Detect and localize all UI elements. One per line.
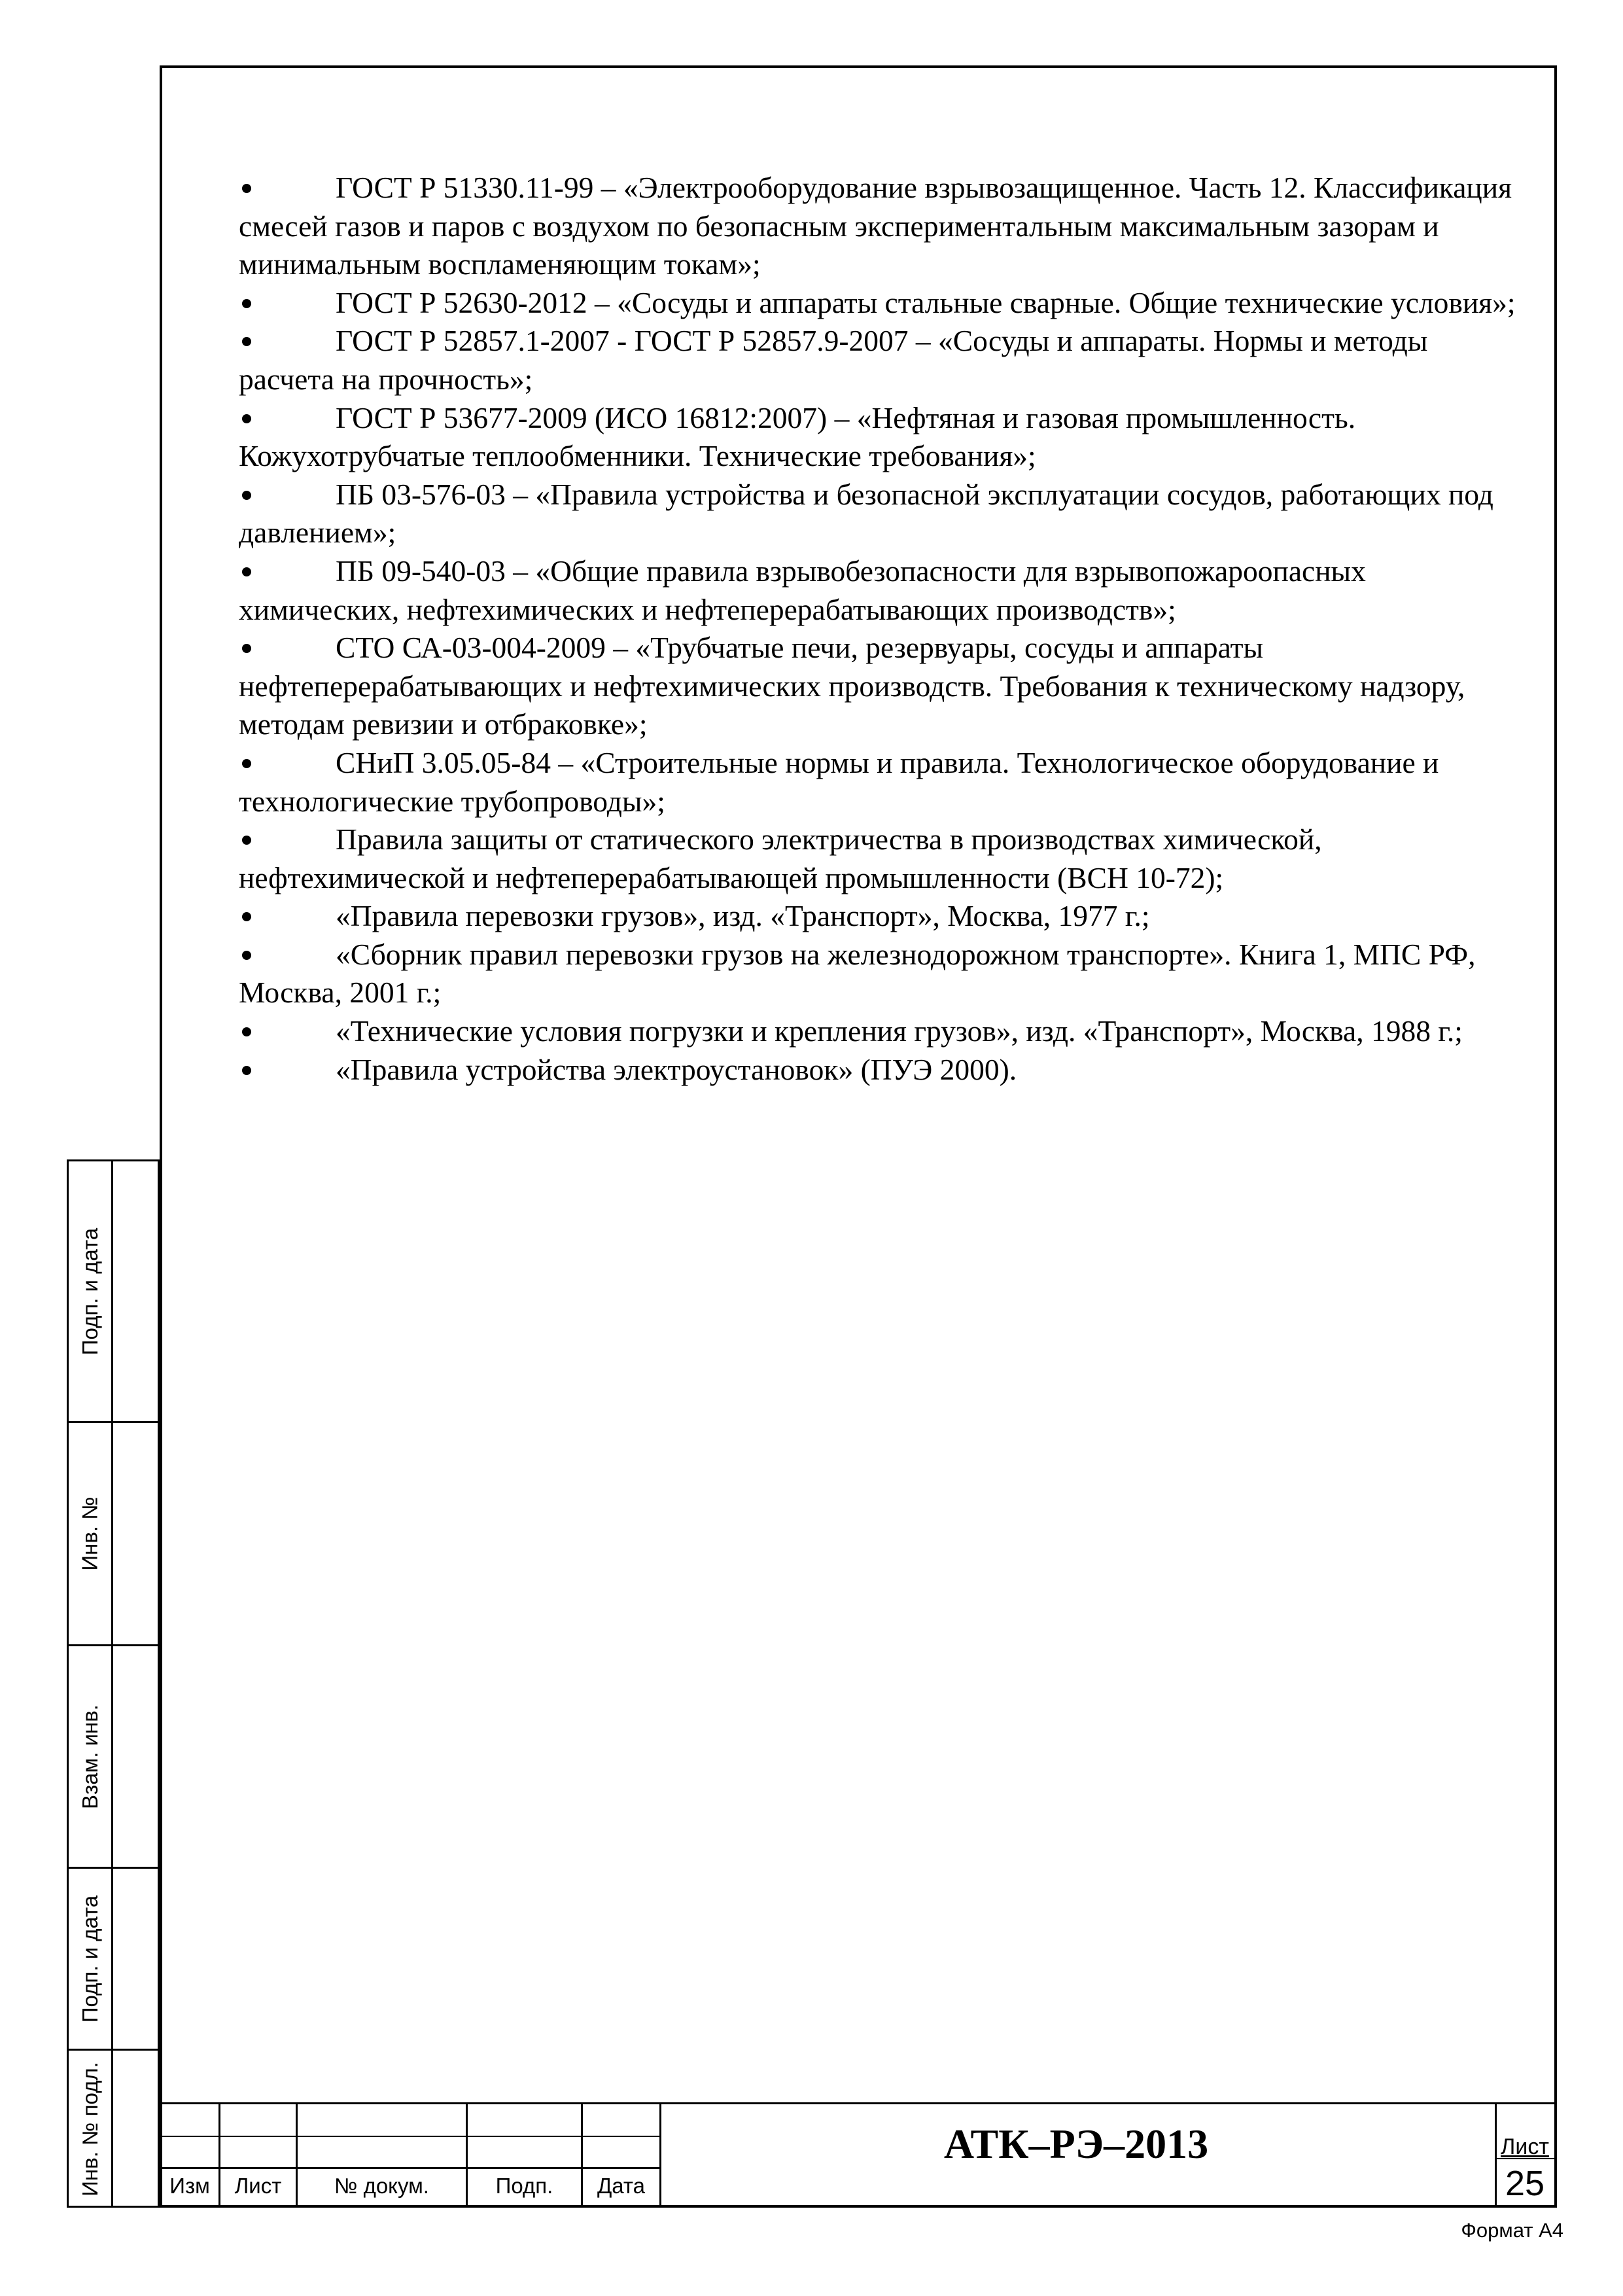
list-item bbox=[239, 897, 1521, 936]
list-item bbox=[239, 476, 1521, 552]
title-block-row-line bbox=[160, 2136, 661, 2137]
sheet-number: 25 bbox=[1505, 2164, 1545, 2203]
format-label: Формат А4 bbox=[1461, 2219, 1563, 2242]
bullet-icon bbox=[242, 337, 251, 346]
reference-text: «Технические условия погрузки и крепления грузов», изд. «Транспорт», Москва, 1988 г.; bbox=[336, 1014, 1463, 1048]
side-label-inv-no: Инв. № bbox=[78, 1496, 102, 1571]
reference-text: ГОСТ Р 53677-2009 (ИСО 16812:2007) – «Нефтяная и газовая промышленность. Кожухотрубчатые теплообменники. Технические требования»; bbox=[239, 400, 1356, 473]
reference-text: ГОСТ Р 52630-2012 – «Сосуды и аппараты стальные сварные. Общие технические условия»; bbox=[336, 285, 1516, 319]
bullet-icon bbox=[242, 491, 251, 500]
bullet-icon bbox=[242, 414, 251, 423]
bullet-icon bbox=[242, 567, 251, 576]
reference-text: ПБ 03-576-03 – «Правила устройства и безопасной эксплуатации сосудов, работающих под давлением»; bbox=[239, 477, 1493, 550]
reference-text: Правила защиты от статического электричества в производствах химической, нефтехимической и нефтеперерабатывающей промышленности (ВСН 10-72); bbox=[239, 822, 1322, 894]
side-label-replace-inv: Взам. инв. bbox=[78, 1704, 103, 1809]
reference-text: «Правила устройства электроустановок» (ПУЭ 2000). bbox=[336, 1052, 1017, 1086]
list-item bbox=[239, 552, 1521, 629]
col-date-label: Дата bbox=[597, 2174, 646, 2198]
title-block-row-line bbox=[160, 2167, 661, 2169]
bullet-icon bbox=[242, 299, 251, 308]
bullet-icon bbox=[242, 1027, 251, 1036]
title-block-top-line bbox=[160, 2102, 1557, 2104]
list-item bbox=[239, 399, 1521, 476]
reference-text: СНиП 3.05.05-84 – «Строительные нормы и правила. Технологическое оборудование и технологические трубопроводы»; bbox=[239, 745, 1439, 818]
bullet-icon bbox=[242, 184, 251, 193]
list-item bbox=[239, 284, 1521, 323]
bullet-icon bbox=[242, 836, 251, 845]
reference-text: ГОСТ Р 52857.1-2007 - ГОСТ Р 52857.9-2007 – «Сосуды и аппараты. Нормы и методы расчета на прочность»; bbox=[239, 324, 1428, 396]
col-izm-label: Изм bbox=[169, 2174, 210, 2198]
document-code: АТК–РЭ–2013 bbox=[943, 2121, 1209, 2167]
reference-text: «Правила перевозки грузов», изд. «Транспорт», Москва, 1977 г.; bbox=[336, 899, 1150, 933]
list-item bbox=[239, 322, 1521, 398]
list-item bbox=[239, 169, 1521, 284]
reference-text: СТО СА-03-004-2009 – «Трубчатые печи, резервуары, сосуды и аппараты нефтеперерабатывающих и нефтехимических производств. Требования к техническому надзору, методам ревизии и отбраковке»; bbox=[239, 631, 1465, 741]
list-item bbox=[239, 821, 1521, 897]
bullet-icon bbox=[242, 951, 251, 960]
list-item bbox=[239, 1051, 1521, 1089]
reference-text: ГОСТ Р 51330.11-99 – «Электрооборудование взрывозащищенное. Часть 12. Классификация смесей газов и паров с воздухом по безопасным экспериментальным максимальным зазорам и минимальным воспламеняющим токам»; bbox=[239, 171, 1512, 281]
list-item bbox=[239, 629, 1521, 744]
side-label-inv-orig: Инв. № подл. bbox=[78, 2062, 102, 2197]
col-sign-label: Подп. bbox=[495, 2174, 553, 2198]
col-list-label: Лист bbox=[234, 2174, 282, 2198]
reference-text: ПБ 09-540-03 – «Общие правила взрывобезопасности для взрывопожароопасных химических, нефтехимических и нефтеперерабатывающих производств»; bbox=[239, 554, 1366, 626]
col-doc-label: № докум. bbox=[334, 2174, 429, 2198]
bullet-icon bbox=[242, 644, 251, 653]
reference-text: «Сборник правил перевозки грузов на железнодорожном транспорте». Книга 1, МПС РФ, Москва, 2001 г.; bbox=[239, 937, 1476, 1010]
side-label-sign-date-2: Подп. и дата bbox=[78, 1895, 103, 2022]
bullet-icon bbox=[242, 759, 251, 768]
list-item bbox=[239, 1012, 1521, 1051]
side-label-sign-date: Подп. и дата bbox=[78, 1227, 103, 1355]
list-item bbox=[239, 936, 1521, 1012]
bullet-icon bbox=[242, 912, 251, 921]
sheet-label: Лист bbox=[1501, 2134, 1549, 2159]
list-item bbox=[239, 744, 1521, 821]
reference-list bbox=[239, 169, 1521, 1089]
bullet-icon bbox=[242, 1066, 251, 1075]
